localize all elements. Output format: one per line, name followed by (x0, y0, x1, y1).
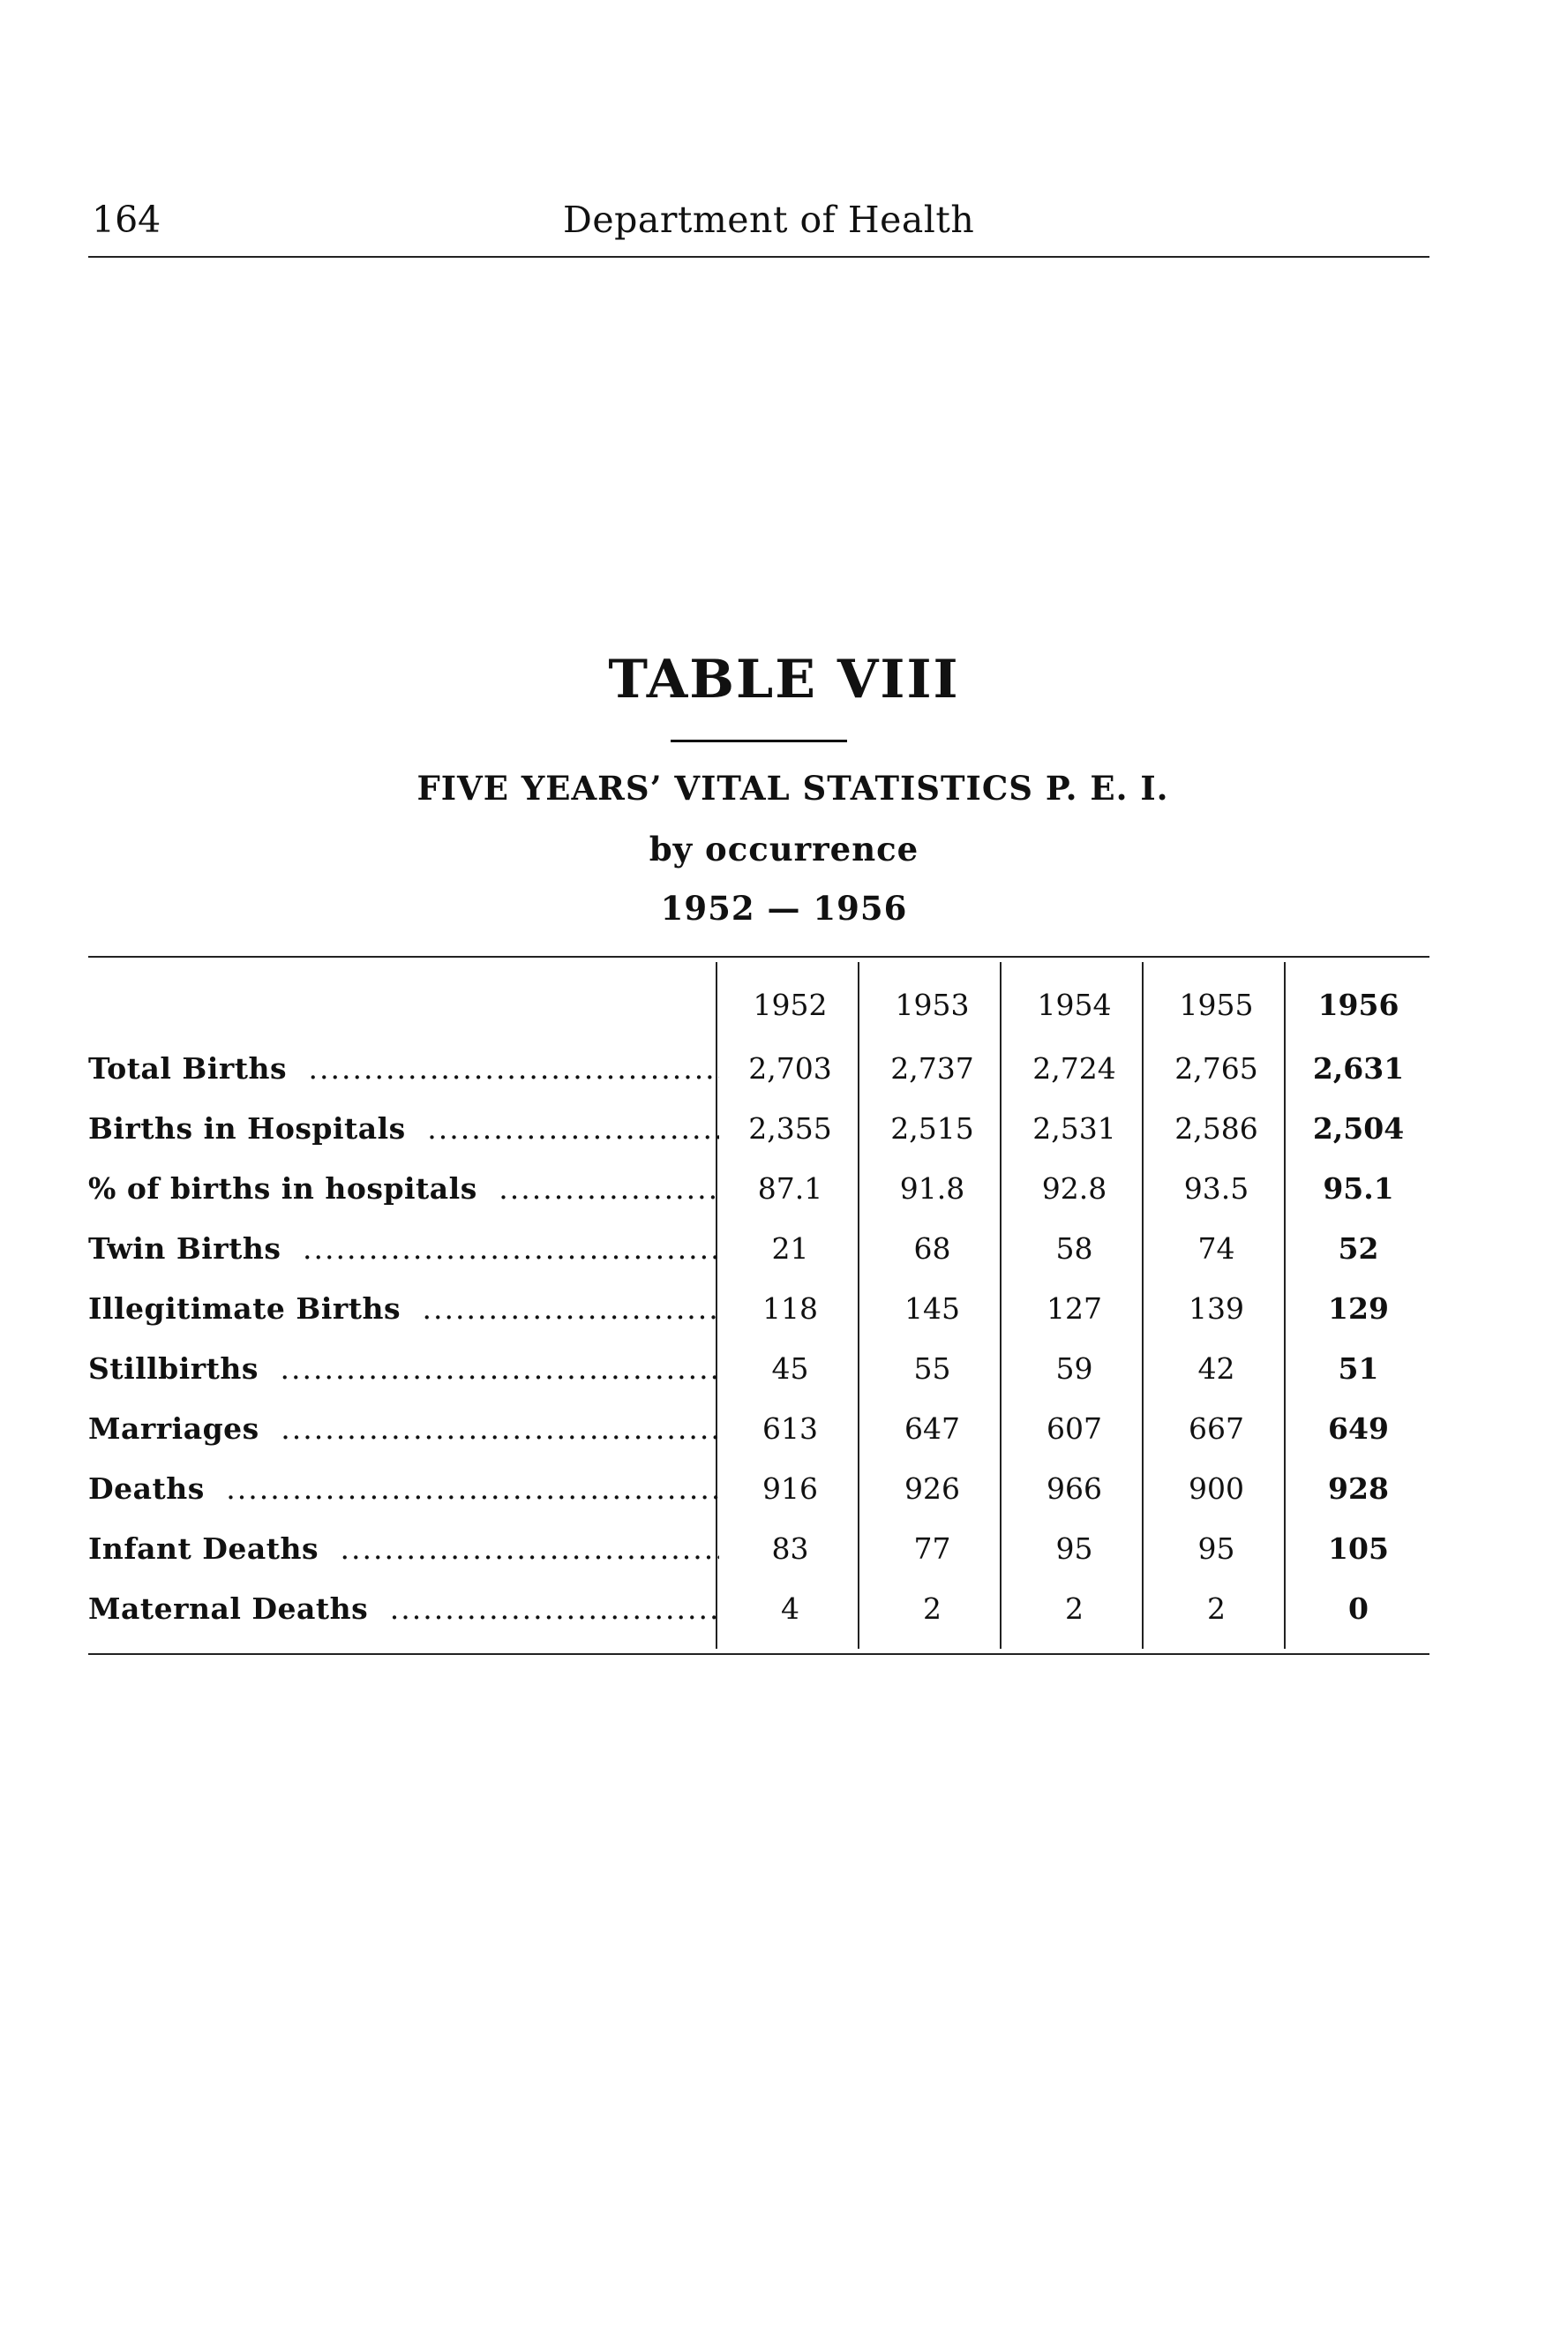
table-cell: 42 (1197, 1350, 1235, 1386)
row-label: Marriages (88, 1411, 270, 1446)
table-cell: 649 (1328, 1410, 1389, 1446)
table-cell: 93.5 (1183, 1170, 1249, 1206)
table-row (88, 1398, 1429, 1458)
table-cell: 2,631 (1312, 1050, 1405, 1086)
table-row (88, 1278, 1429, 1338)
table-row (88, 1158, 1429, 1218)
row-label: Infant Deaths (88, 1531, 329, 1566)
table-cell: 613 (762, 1410, 818, 1446)
year-header: 1956 (1317, 987, 1399, 1022)
table-cell: 91.8 (899, 1170, 965, 1206)
table-cell: 2,531 (1032, 1110, 1116, 1146)
page-number: 164 (92, 199, 161, 241)
table-row (88, 1518, 1429, 1578)
table-top-rule (88, 956, 1429, 958)
header-spacer (88, 971, 719, 1038)
row-label: % of births in hospitals (88, 1171, 488, 1206)
table-subtitle-period: 1952 — 1956 (660, 889, 908, 928)
row-label-cell (88, 1038, 719, 1098)
row-label-cell (88, 1518, 719, 1578)
table-row (88, 1098, 1429, 1158)
table-cell: 145 (904, 1290, 960, 1326)
table-cell: 45 (771, 1350, 809, 1386)
table-cell: 2 (923, 1591, 942, 1626)
table-cell: 2 (1065, 1591, 1084, 1626)
row-label-cell (88, 1458, 719, 1518)
table-cell: 2,586 (1174, 1110, 1258, 1146)
row-label-cell (88, 1338, 719, 1398)
table-cell: 83 (771, 1531, 809, 1566)
table-cell: 2,355 (748, 1110, 832, 1146)
table-bottom-rule (88, 1653, 1429, 1655)
table-cell: 966 (1047, 1470, 1102, 1506)
table-cell: 928 (1328, 1470, 1389, 1506)
row-label-cell (88, 1398, 719, 1458)
table-cell: 647 (904, 1410, 960, 1446)
header-rule (88, 256, 1429, 258)
table-cell: 87.1 (757, 1170, 823, 1206)
year-header: 1954 (1037, 987, 1112, 1022)
table-cell: 95.1 (1323, 1170, 1394, 1206)
year-header: 1952 (753, 987, 828, 1022)
table-cell: 77 (913, 1531, 951, 1566)
table-cell: 129 (1328, 1290, 1389, 1326)
table-row (88, 1038, 1429, 1098)
row-label: Deaths (88, 1471, 215, 1506)
row-label: Illegitimate Births (88, 1291, 411, 1326)
table-cell: 118 (762, 1290, 818, 1326)
row-label: Twin Births (88, 1231, 292, 1266)
table-row (88, 1458, 1429, 1518)
table-cell: 926 (904, 1470, 960, 1506)
table-cell: 4 (781, 1591, 799, 1626)
table-subtitle-occurrence: by occurrence (649, 830, 919, 869)
year-header: 1953 (895, 987, 970, 1022)
table-title: TABLE VIII (608, 649, 960, 711)
table-cell: 2,703 (748, 1050, 832, 1086)
table-row (88, 1218, 1429, 1278)
table-cell: 2,765 (1174, 1050, 1258, 1086)
row-label: Total Births (88, 1051, 297, 1086)
running-head: Department of Health (563, 199, 975, 241)
table-cell: 916 (762, 1470, 818, 1506)
table-cell: 607 (1047, 1410, 1102, 1446)
row-label-cell (88, 1278, 719, 1338)
table-cell: 2,504 (1312, 1110, 1405, 1146)
table-cell: 2,515 (890, 1110, 974, 1146)
table-cell: 105 (1328, 1531, 1389, 1566)
row-label-cell (88, 1218, 719, 1278)
table-cell: 55 (913, 1350, 951, 1386)
table-cell: 58 (1055, 1230, 1093, 1266)
table-cell: 95 (1055, 1531, 1093, 1566)
table-cell: 2,724 (1032, 1050, 1116, 1086)
table-cell: 95 (1197, 1531, 1235, 1566)
page-header (88, 199, 1429, 252)
row-label-cell (88, 1578, 719, 1638)
table-header-row (88, 971, 1429, 1038)
table-subtitle: FIVE YEARS’ VITAL STATISTICS P. E. I. (416, 769, 1169, 808)
table-row (88, 1338, 1429, 1398)
table-row (88, 1578, 1429, 1638)
table-cell: 92.8 (1041, 1170, 1107, 1206)
row-label: Births in Hospitals (88, 1111, 416, 1146)
title-rule (671, 740, 847, 742)
table-cell: 2 (1207, 1591, 1226, 1626)
row-label: Maternal Deaths (88, 1591, 379, 1626)
row-label-cell (88, 1158, 719, 1218)
year-header: 1955 (1179, 987, 1254, 1022)
table-cell: 21 (771, 1230, 809, 1266)
table-cell: 900 (1189, 1470, 1244, 1506)
table-cell: 68 (913, 1230, 951, 1266)
table-cell: 51 (1338, 1350, 1379, 1386)
table-cell: 59 (1055, 1350, 1093, 1386)
row-label: Stillbirths (88, 1351, 269, 1386)
table-cell: 667 (1189, 1410, 1244, 1446)
row-label-cell (88, 1098, 719, 1158)
table-cell: 52 (1338, 1230, 1379, 1266)
table-cell: 139 (1189, 1290, 1244, 1326)
table-cell: 127 (1047, 1290, 1102, 1326)
table-cell: 74 (1197, 1230, 1235, 1266)
vital-statistics-table (88, 971, 1429, 1638)
table-cell: 0 (1348, 1591, 1369, 1626)
table-cell: 2,737 (890, 1050, 974, 1086)
